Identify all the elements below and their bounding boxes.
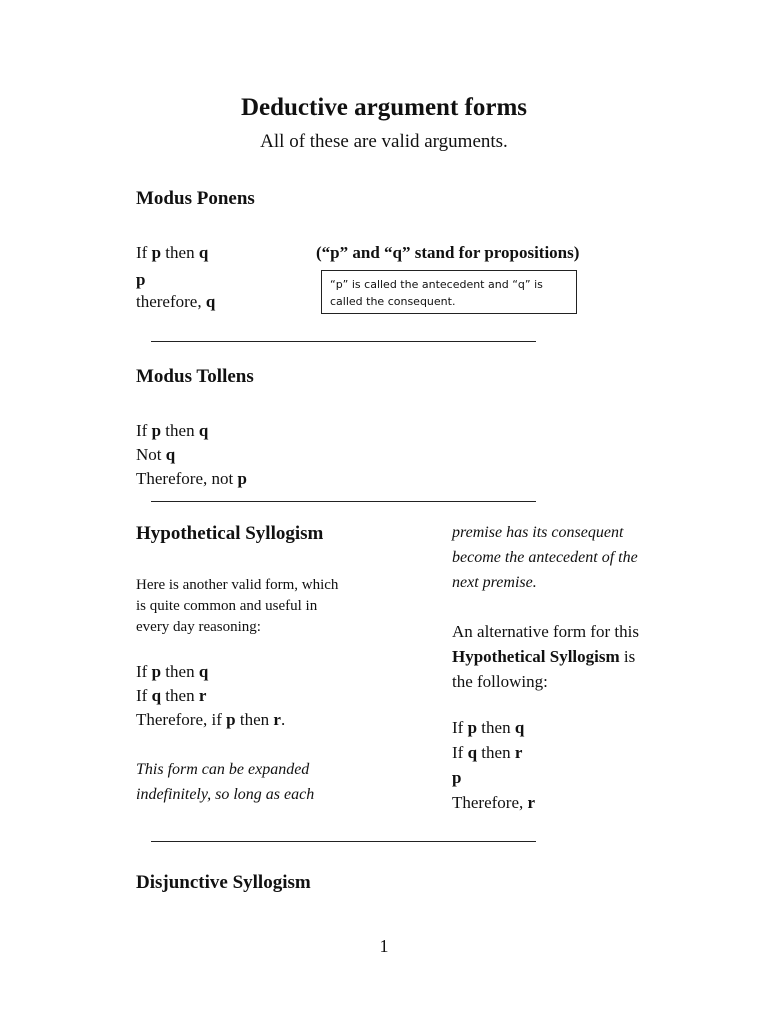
expansion-note-left: This form can be expanded indefinitely, so long as each (136, 761, 315, 803)
page-number: 1 (379, 936, 389, 956)
section-divider (151, 341, 536, 342)
alternative-line-1: If p then q (452, 718, 525, 737)
antecedent-note-box: “p” is called the antecedent and “q” is called the consequent. (321, 270, 577, 314)
modus-ponens-line-1: If p then q (136, 243, 209, 262)
hypothetical-line-2: If q then r (136, 686, 207, 705)
section-divider (151, 841, 536, 842)
modus-tollens-line-3: Therefore, not p (136, 469, 247, 488)
alternative-line-2: If q then r (452, 743, 523, 762)
hypothetical-line-3: Therefore, if p then r. (136, 710, 286, 729)
hypothetical-intro: Here is another valid form, which is quite common and useful in every day reasoning: (136, 577, 339, 635)
hypothetical-line-1: If p then q (136, 662, 209, 681)
modus-ponens-line-3: therefore, q (136, 292, 216, 311)
alternative-line-3: p (452, 768, 462, 787)
hypothetical-syllogism-heading: Hypothetical Syllogism (136, 523, 324, 544)
page-subtitle: All of these are valid arguments. (260, 131, 508, 152)
modus-ponens-line-2: p (136, 270, 146, 289)
alternative-line-4: Therefore, r (452, 793, 536, 812)
modus-tollens-heading: Modus Tollens (136, 366, 254, 387)
alternative-form-intro: An alternative form for this Hypothetical Syllogism is the following: (452, 622, 639, 691)
disjunctive-syllogism-heading: Disjunctive Syllogism (136, 872, 311, 893)
modus-ponens-heading: Modus Ponens (136, 188, 255, 209)
page-title: Deductive argument forms (240, 94, 528, 121)
section-divider (151, 501, 536, 502)
modus-ponens-note: (“p” and “q” stand for propositions) (316, 243, 580, 262)
modus-tollens-line-2: Not q (136, 445, 176, 464)
expansion-note-right: premise has its consequent become the antecedent of the next premise. (452, 524, 638, 591)
modus-tollens-line-1: If p then q (136, 421, 209, 440)
